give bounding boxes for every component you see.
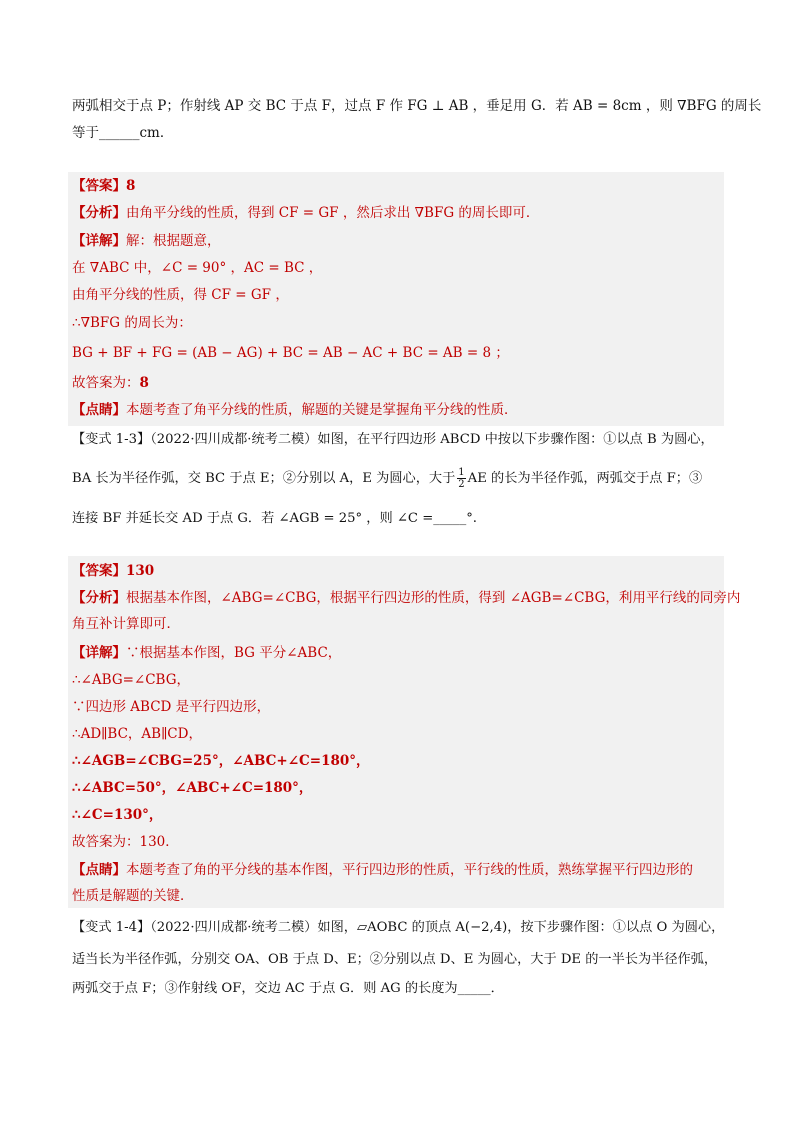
conclusion-value: 8: [139, 375, 149, 391]
detail-text: ∴AD∥BC，AB∥CD，: [72, 726, 202, 742]
detail-text: ∴∇BFG 的周长为：: [72, 315, 192, 331]
detail-text: 由角平分线的性质，得 CF = GF ，: [72, 287, 289, 303]
fraction: [457, 467, 465, 490]
analysis-text: 角互补计算即可．: [72, 616, 180, 632]
question-text-line: 连接 BF 并延长交 AD 于点 G．若 ∠AGB = 25° ，则 ∠C =_____°.: [72, 511, 477, 526]
question-text-line: 适当长为半径作弧，分别交 OA、OB 于点 D、E；②分别以点 D、E 为圆心，大于 DE 的一半长为半径作弧，: [72, 952, 718, 967]
question-text: BA 长为半径作弧，交 BC 于点 E；②分别以 A，E 为圆心，大于: [72, 471, 456, 486]
comment-line: [72, 860, 724, 880]
question-text-line: [72, 467, 724, 490]
question-text-line: 两弧相交于点 P；作射线 AP 交 BC 于点 F，过点 F 作 FG ⊥ AB ，垂足用 G．若 AB = 8cm ，则 ∇BFG 的周长: [72, 98, 762, 114]
question-text: AE 的长为半径作弧，两弧交于点 F；③: [467, 471, 703, 486]
comment-text: 本题考查了角的平分线的基本作图，平行四边形的性质，平行线的性质，熟练掌握平行四边形的: [126, 862, 693, 878]
question-text-line: 等于______cm．: [72, 125, 174, 141]
comment-tag: 【点睛】: [72, 402, 126, 418]
detail-line: [72, 643, 724, 663]
detail-tag: 【详解】: [72, 233, 126, 249]
detail-text: ∴∠ABG=∠CBG，: [72, 672, 191, 688]
detail-text: ∵根据基本作图，BG 平分∠ABC，: [126, 645, 342, 661]
answer-tag: 【答案】: [72, 563, 126, 579]
comment-line: [72, 400, 724, 420]
detail-text: 在 ∇ABC 中，∠C = 90° ，AC = BC ，: [72, 260, 323, 276]
comment-text: 性质是解题的关键．: [72, 888, 194, 904]
analysis-tag: 【分析】: [72, 205, 126, 221]
question-text-line: 两弧交于点 F；③作射线 OF，交边 AC 于点 G．则 AG 的长度为_____．: [72, 981, 504, 996]
analysis-text: 由角平分线的性质，得到 CF = GF ，然后求出 ∇BFG 的周长即可．: [126, 205, 540, 221]
question-text-line: 【变式 1-3】（2022·四川成都·统考二模）如图，在平行四边形 ABCD 中按以下步骤作图：①以点 B 为圆心，: [72, 432, 714, 447]
answer-line: [72, 176, 724, 196]
analysis-text: 根据基本作图，∠ABG=∠CBG，根据平行四边形的性质，得到 ∠AGB=∠CBG，利用平行线的同旁内: [126, 590, 741, 606]
comment-tag: 【点睛】: [72, 862, 126, 878]
question-text-line: 【变式 1-4】（2022·四川成都·统考二模）如图，▱AOBC 的顶点 A(−2,4)，按下步骤作图：①以点 O 为圆心，: [72, 920, 725, 935]
detail-text: ∵四边形 ABCD 是平行四边形，: [72, 699, 271, 715]
fraction-numerator: 1: [458, 467, 465, 478]
analysis-line: [72, 588, 741, 608]
analysis-line: [72, 203, 724, 223]
detail-text: 解：根据题意，: [126, 233, 221, 249]
answer-value: 8: [126, 178, 136, 194]
equation-line: BG + BF + FG = (AB − AG) + BC = AB − AC + BC = AB = 8 ；: [72, 345, 509, 361]
answer-line: [72, 561, 724, 581]
conclusion-label: 故答案为：: [72, 375, 140, 391]
answer-value: 130: [126, 563, 155, 579]
detail-text: ∴∠ABC=50°，∠ABC+∠C=180°，: [72, 780, 313, 796]
analysis-tag: 【分析】: [72, 590, 126, 606]
detail-line: [72, 231, 724, 251]
conclusion-line: [72, 373, 724, 393]
fraction-denominator: 2: [458, 479, 465, 490]
detail-text: ∴∠C=130°，: [72, 807, 163, 823]
comment-text: 本题考查了角平分线的性质，解题的关键是掌握角平分线的性质．: [126, 402, 518, 418]
answer-tag: 【答案】: [72, 178, 126, 194]
conclusion-line: 故答案为：130．: [72, 834, 179, 850]
detail-tag: 【详解】: [72, 645, 126, 661]
detail-text: ∴∠AGB=∠CBG=25°，∠ABC+∠C=180°，: [72, 753, 370, 769]
